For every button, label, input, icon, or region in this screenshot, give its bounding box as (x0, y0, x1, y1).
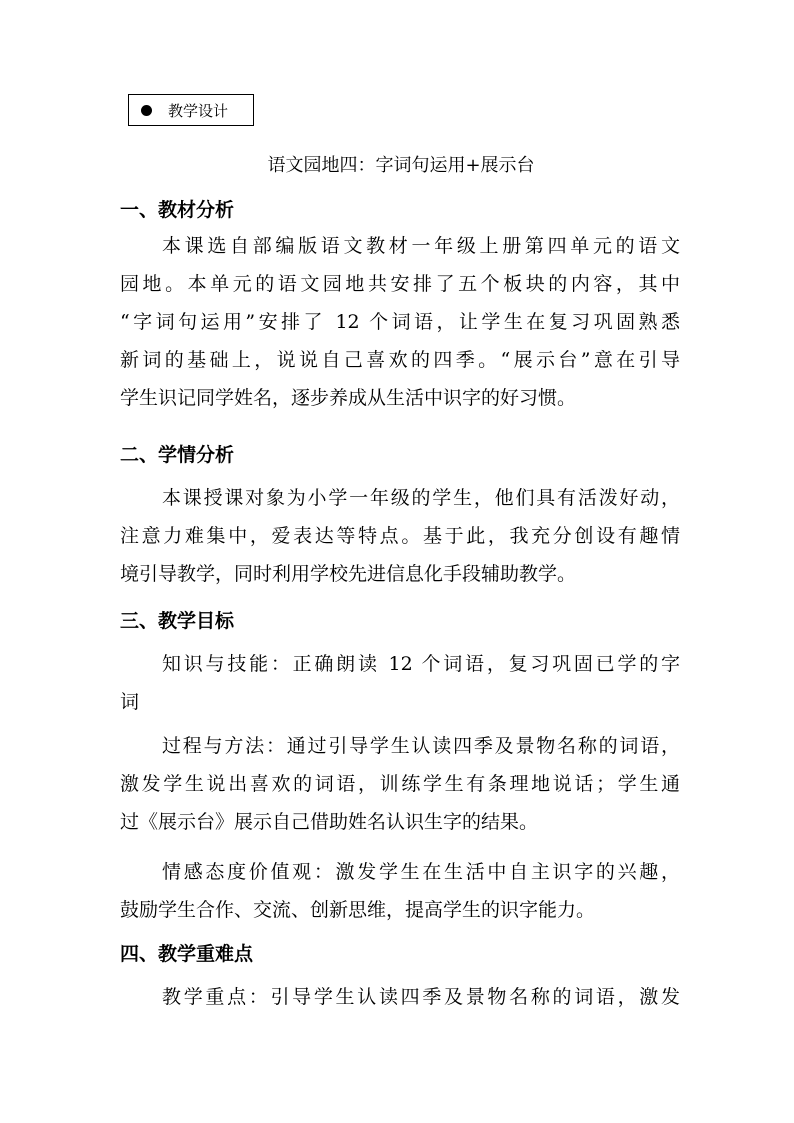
heading-key-difficulties: 四、教学重难点 (120, 943, 254, 965)
text-line: 词 (120, 691, 140, 713)
bullet-icon (141, 105, 152, 116)
paragraph-emotional-values (120, 853, 680, 929)
text-line: 鼓励学生合作、交流、创新思维，提高学生的识字能力。 (120, 899, 596, 921)
text-line: 激发学生说出喜欢的词语，训练学生有条理地说话；学生通 (120, 773, 680, 795)
text-line: “字词句运用”安排了 12 个词语，让学生在复习巩固熟悉 (120, 311, 680, 333)
text-line: 过《展示台》展示自己借助姓名认识生字的结果。 (120, 811, 539, 833)
paragraph-knowledge-skills (120, 645, 680, 721)
paragraph-process-methods (120, 727, 680, 841)
paragraph-key-points (120, 978, 680, 1016)
text-line: 境引导教学，同时利用学校先进信息化手段辅助教学。 (120, 563, 577, 585)
heading-textbook-analysis: 一、教材分析 (120, 199, 235, 221)
text-line: 本课选自部编版语文教材一年级上册第四单元的语文 (162, 235, 680, 257)
text-line: 园地。本单元的语文园地共安排了五个板块的内容，其中 (120, 273, 680, 295)
text-line: 新词的基础上，说说自己喜欢的四季。“展示台”意在引导 (120, 349, 680, 371)
paragraph-learner-analysis (120, 479, 680, 593)
document-title: 语文园地四：字词句运用+展示台 (267, 155, 535, 176)
heading-learner-analysis: 二、学情分析 (120, 444, 235, 466)
text-line: 教学重点：引导学生认读四季及景物名称的词语，激发 (162, 986, 680, 1008)
text-line: 本课授课对象为小学一年级的学生，他们具有活泼好动， (162, 487, 680, 509)
text-line: 知识与技能：正确朗读 12 个词语，复习巩固已学的字 (162, 653, 680, 675)
text-line: 学生识记同学姓名，逐步养成从生活中识字的好习惯。 (120, 387, 577, 409)
section-tag-box (128, 94, 254, 126)
text-line: 情感态度价值观：激发学生在生活中自主识字的兴趣， (162, 861, 680, 883)
text-line: 过程与方法：通过引导学生认读四季及景物名称的词语， (162, 735, 680, 757)
section-tag-label: 教学设计 (168, 101, 229, 120)
text-line: 注意力难集中，爱表达等特点。基于此，我充分创设有趣情 (120, 525, 680, 547)
heading-teaching-objectives: 三、教学目标 (120, 610, 235, 632)
paragraph-textbook-analysis (120, 227, 680, 417)
